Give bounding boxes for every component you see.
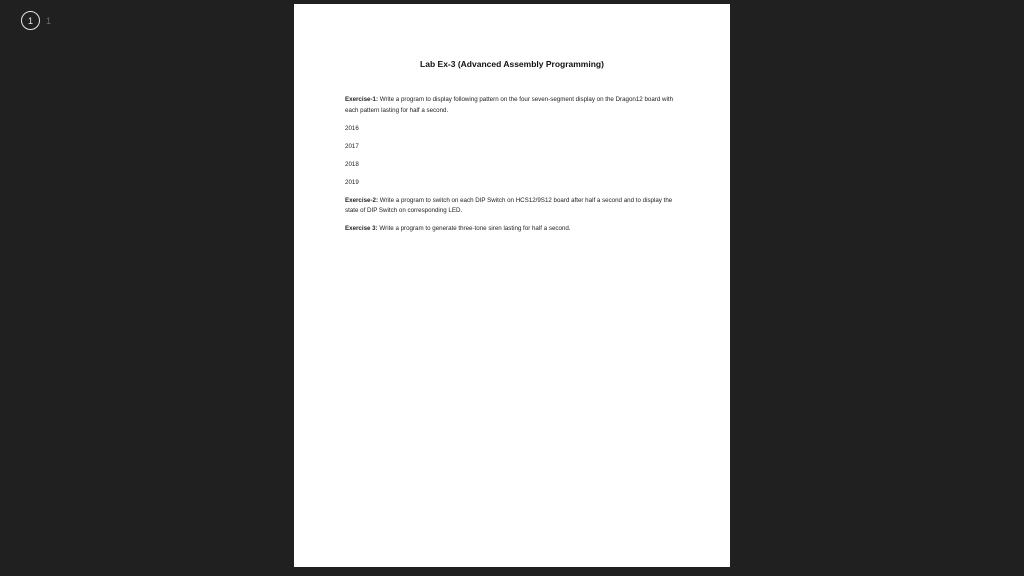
exercise-1-paragraph (345, 95, 681, 116)
total-pages-label: 1 (46, 15, 52, 26)
document-page (294, 4, 730, 567)
exercise-3-text: Write a program to generate three-tone siren lasting for half a second. (377, 225, 571, 232)
exercise-2-paragraph (345, 196, 681, 217)
current-page-button[interactable]: 1 (21, 11, 40, 30)
exercise-1-text: Write a program to display following pattern on the four seven-segment display on the Dragon12 board with each pattern lasting for half a second. (345, 96, 674, 114)
year-item: 2019 (345, 178, 359, 186)
year-item: 2017 (345, 142, 359, 150)
exercise-2-text: Write a program to switch on each DIP Switch on HCS12/9S12 board after half a second and to display the state of DIP Switch on corresponding LED. (345, 196, 673, 214)
exercise-3-label: Exercise 3: (345, 225, 378, 232)
exercise-1-label: Exercise-1: (345, 96, 379, 103)
document-title: Lab Ex-3 (Advanced Assembly Programming) (420, 59, 604, 69)
page-indicator (21, 11, 51, 30)
exercise-2-label: Exercise-2: (345, 196, 379, 204)
document-body (345, 95, 681, 242)
year-item: 2016 (345, 124, 359, 132)
exercise-3-paragraph (345, 224, 681, 235)
year-item: 2018 (345, 160, 359, 168)
